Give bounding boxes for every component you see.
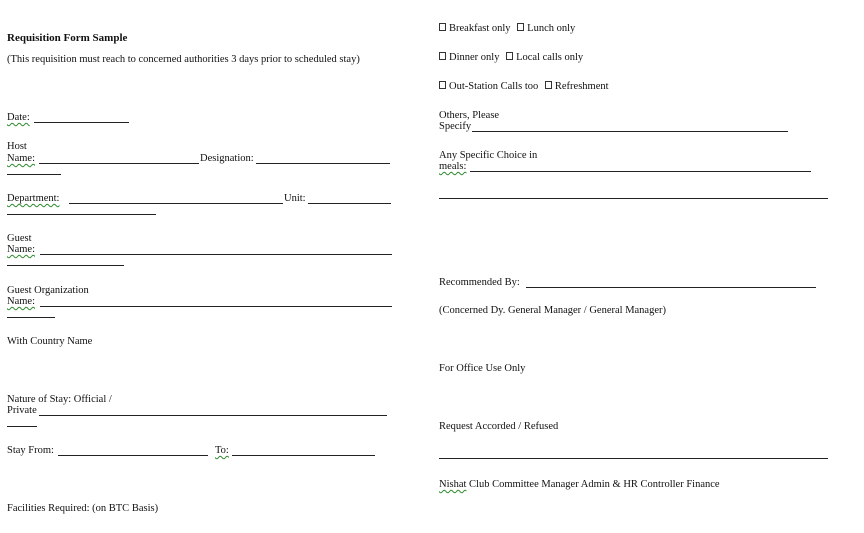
unit-field[interactable]	[308, 203, 391, 204]
designation-label: Designation:	[200, 153, 254, 164]
unit-field-continued[interactable]	[7, 214, 156, 215]
option-row-calls: Out-Station Calls too Refreshment	[439, 81, 609, 92]
recommended-by-field[interactable]	[526, 287, 816, 288]
stay-to-label: To:	[215, 445, 229, 456]
checkbox-local-calls[interactable]	[506, 52, 513, 60]
office-use-label: For Office Use Only	[439, 363, 526, 374]
submission-note: (This requisition must reach to concerned authorities 3 days prior to scheduled stay)	[7, 54, 360, 65]
meals-choice-label: meals:	[439, 161, 467, 172]
request-status-field[interactable]	[439, 458, 828, 459]
guest-org-name-label: Name:	[7, 296, 35, 307]
others-specify-label: Specify	[439, 121, 472, 132]
recommended-by-label: Recommended By:	[439, 277, 520, 288]
request-status-label: Request Accorded / Refused	[439, 421, 559, 432]
option-row-meals-1: Breakfast only Lunch only	[439, 23, 575, 34]
guest-org-name-field[interactable]	[40, 306, 392, 307]
others-specify-field[interactable]	[472, 131, 788, 132]
host-name-field[interactable]	[39, 163, 199, 164]
facilities-label: Facilities Required: (on BTC Basis)	[7, 503, 159, 514]
guest-org-label-line1: Guest Organization	[7, 285, 89, 296]
guest-org-name-field-continued[interactable]	[7, 317, 55, 318]
form-title: Requisition Form Sample	[7, 32, 128, 44]
host-name-label: Name:	[7, 153, 35, 164]
designation-field[interactable]	[256, 163, 390, 164]
guest-name-field[interactable]	[40, 254, 392, 255]
guest-name-field-continued[interactable]	[7, 265, 124, 266]
meals-choice-field-continued[interactable]	[439, 198, 828, 199]
guest-name-label: Name:	[7, 244, 35, 255]
checkbox-dinner[interactable]	[439, 52, 446, 60]
designation-field-continued[interactable]	[7, 174, 61, 175]
option-row-meals-2: Dinner only Local calls only	[439, 52, 583, 63]
department-field[interactable]	[69, 203, 283, 204]
checkbox-outstation-calls[interactable]	[439, 81, 446, 89]
stay-to-field[interactable]	[232, 455, 375, 456]
unit-label: Unit:	[284, 193, 306, 204]
signatories-line: Nishat Club Committee Manager Admin & HR Controller Finance	[439, 479, 720, 490]
stay-nature-label: Nature of Stay: Official /	[7, 394, 112, 405]
date-field[interactable]	[34, 122, 129, 123]
concerned-manager-note: (Concerned Dy. General Manager / General Manager)	[439, 305, 667, 316]
host-label-line1: Host	[7, 141, 27, 152]
stay-nature-field[interactable]	[39, 415, 387, 416]
date-label: Date:	[7, 112, 30, 123]
stay-from-label: Stay From:	[7, 445, 54, 456]
stay-private-label: Private	[7, 405, 37, 416]
meals-choice-label-line1: Any Specific Choice in	[439, 150, 538, 161]
meals-choice-field[interactable]	[470, 171, 811, 172]
department-label: Department:	[7, 193, 60, 204]
others-label-line1: Others, Please	[439, 110, 500, 121]
country-label: With Country Name	[7, 336, 93, 347]
checkbox-lunch[interactable]	[517, 23, 524, 31]
stay-nature-field-continued[interactable]	[7, 426, 37, 427]
guest-label-line1: Guest	[7, 233, 32, 244]
checkbox-refreshment[interactable]	[545, 81, 552, 89]
stay-from-field[interactable]	[58, 455, 208, 456]
checkbox-breakfast[interactable]	[439, 23, 446, 31]
